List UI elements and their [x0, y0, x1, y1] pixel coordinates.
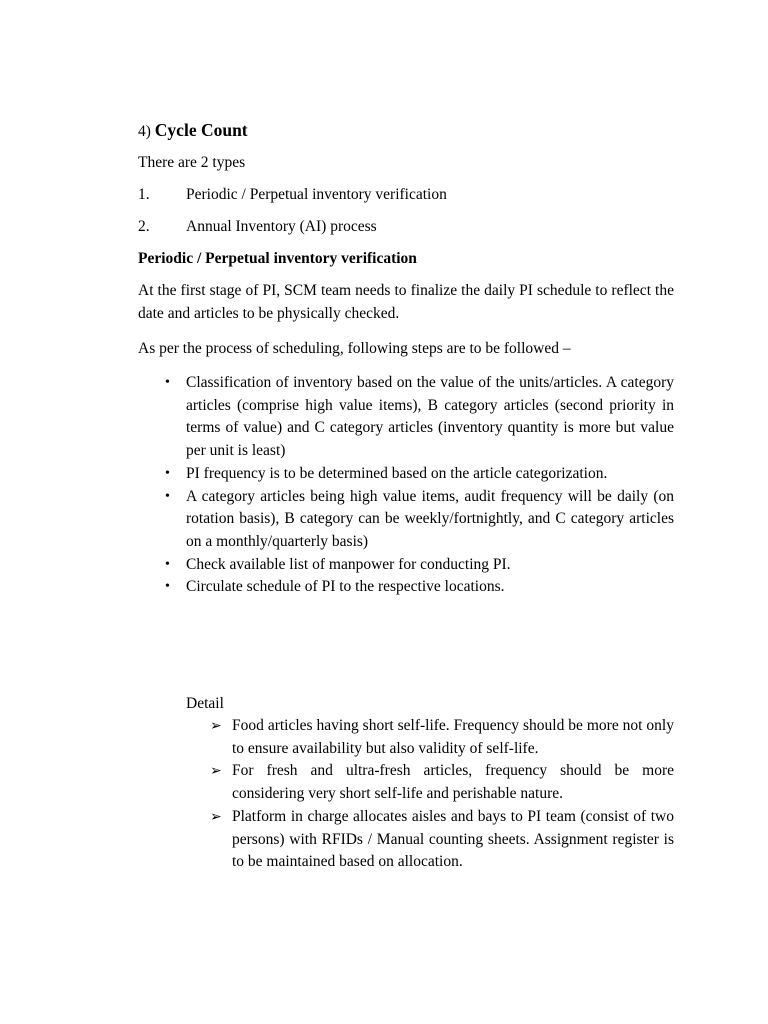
detail-text: Platform in charge allocates aisles and bays to PI team (consist of two persons) with RFIDs / Manual counting sheets. Assignment register is to be maintained based on allocation. — [232, 807, 674, 871]
detail-text: Food articles having short self-life. Frequency should be more not only to ensure availability but also validity of self-life. — [232, 717, 674, 757]
details-list — [210, 715, 674, 874]
section-number: 4) — [138, 123, 151, 140]
step-text: PI frequency is to be determined based on the article categorization. — [186, 464, 608, 482]
section-heading — [138, 119, 248, 143]
bullet-icon: • — [165, 556, 170, 572]
type-number: 2. — [138, 218, 150, 235]
step-text: Classification of inventory based on the value of the units/articles. A category articles (comprise high value items), B category articles (second priority in terms of value) and C category articles (inventory quantity is more but value per unit is least) — [186, 374, 674, 460]
bullet-icon: • — [165, 488, 170, 504]
paragraph-scheduling: As per the process of scheduling, following steps are to be followed – — [138, 340, 571, 357]
list-item — [165, 372, 674, 463]
step-text: Circulate schedule of PI to the respective locations. — [186, 578, 505, 596]
list-item — [165, 576, 674, 599]
arrow-bullet-icon: ➢ — [210, 718, 222, 734]
list-item — [210, 760, 674, 805]
detail-label: Detail — [186, 695, 224, 712]
subheading: Periodic / Perpetual inventory verification — [138, 250, 417, 267]
arrow-bullet-icon: ➢ — [210, 808, 222, 825]
bullet-icon: • — [165, 465, 170, 481]
list-item — [210, 806, 674, 874]
bullet-icon: • — [165, 579, 170, 595]
list-item — [165, 554, 674, 577]
bullet-icon: • — [165, 375, 170, 390]
list-item — [165, 463, 674, 486]
type-label: Annual Inventory (AI) process — [186, 218, 377, 235]
arrow-bullet-icon: ➢ — [210, 763, 222, 780]
list-item — [165, 486, 674, 554]
detail-text: For fresh and ultra-fresh articles, frequency should be more considering very short self-life and perishable nature. — [232, 762, 674, 803]
step-text: A category articles being high value items, audit frequency will be daily (on rotation basis), B category can be weekly/fortnightly, and C category articles on a monthly/quarterly basis) — [186, 487, 674, 550]
list-item — [210, 715, 674, 760]
step-text: Check available list of manpower for conducting PI. — [186, 555, 511, 573]
type-label: Periodic / Perpetual inventory verification — [186, 186, 447, 203]
paragraph-first-stage: At the first stage of PI, SCM team needs to finalize the daily PI schedule to reflect the date and articles to be physically checked. — [138, 282, 674, 322]
steps-list — [165, 372, 674, 599]
type-number: 1. — [138, 186, 150, 203]
section-title: Cycle Count — [154, 120, 248, 140]
intro-text: There are 2 types — [138, 154, 246, 171]
